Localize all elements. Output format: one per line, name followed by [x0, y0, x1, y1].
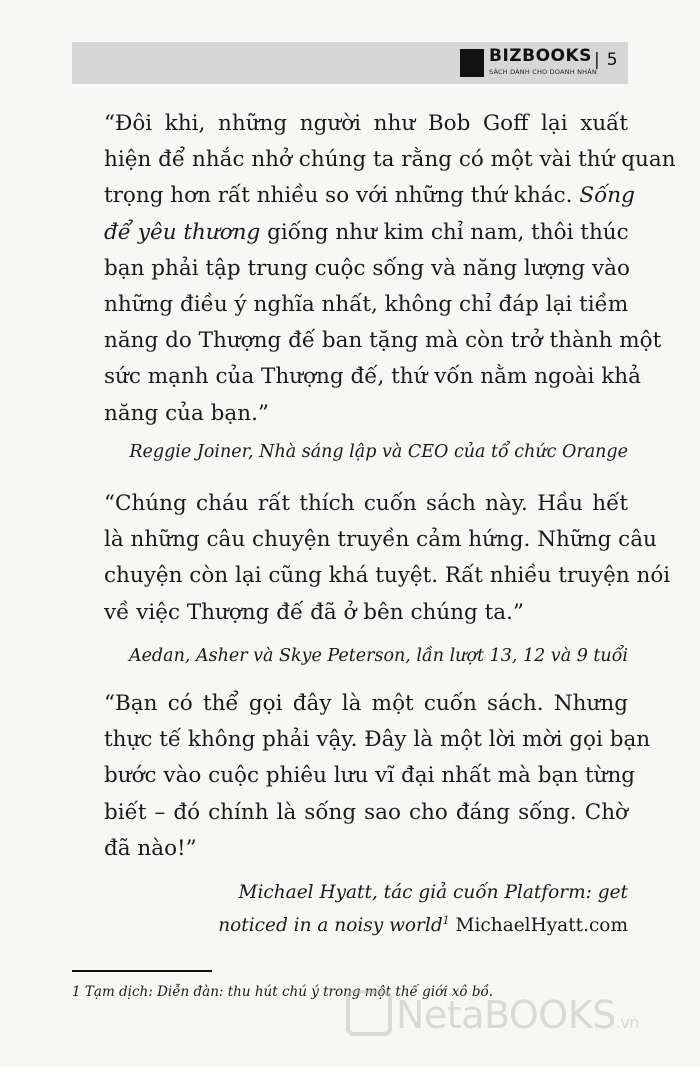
book-title-part-2: để yêu thương [104, 219, 261, 245]
quote-line [104, 215, 628, 251]
attribution-website: MichaelHyatt.com [449, 915, 628, 936]
brand-name: BIZBOOKS [489, 46, 592, 66]
quote-line-text: trọng hơn rất nhiều so với những thứ khác. [104, 183, 573, 209]
attribution-reggie-joiner: Reggie Joiner, Nhà sáng lập và CEO của tổ chức Orange [129, 442, 628, 462]
quote-michael-hyatt [104, 686, 651, 867]
attribution-peterson: Aedan, Asher và Skye Peterson, lần lượt 13, 12 và 9 tuổi [128, 646, 628, 666]
book-title-part-1: Sống [579, 183, 635, 209]
quote-peterson-children [104, 486, 671, 631]
quote-line [104, 178, 635, 214]
footnote-divider [72, 970, 212, 972]
quote-line: bạn phải tập trung cuộc sống và năng lượng vào [104, 255, 630, 281]
brand-tagline: SÁCH DÀNH CHO DOANH NHÂN [489, 68, 597, 76]
watermark-suffix: .vn [615, 1013, 639, 1032]
netabooks-logo-icon [346, 990, 392, 1036]
quote-line: là những câu chuyện truyền cảm hứng. Những câu [104, 527, 657, 553]
quote-line: đã nào!” [104, 835, 197, 861]
attribution-michael-hyatt [218, 876, 628, 942]
quote-line: sức mạnh của Thượng đế, thứ vốn nằm ngoài khả [104, 364, 641, 390]
quote-line: hiện để nhắc nhở chúng ta rằng có một vài thứ quan [104, 147, 676, 173]
page-number [594, 50, 618, 70]
footnote-marker: 1 [72, 984, 81, 1000]
footnote-ref: 1 [442, 913, 450, 927]
netabooks-watermark [346, 990, 639, 1037]
page-number-value: 5 [606, 50, 618, 70]
bizbooks-logo-icon [460, 49, 484, 77]
quote-line: những điều ý nghĩa nhất, không chỉ đáp lại tiềm [104, 292, 629, 318]
quote-line: thực tế không phải vậy. Đây là một lời mời gọi bạn [104, 727, 651, 753]
attribution-line-2-italic: noticed in a noisy world [218, 915, 443, 936]
quote-line: chuyện còn lại cũng khá tuyệt. Rất nhiều truyện nói [104, 563, 671, 589]
page-separator: | [594, 50, 600, 70]
quote-reggie-joiner [104, 106, 676, 432]
quote-line: biết – đó chính là sống sao cho đáng sống. Chờ [104, 799, 628, 825]
attribution-line-1: Michael Hyatt, tác giả cuốn Platform: get [238, 882, 628, 903]
quote-line: “Chúng cháu rất thích cuốn sách này. Hầu hết [104, 491, 628, 516]
footnote-text: Tạm dịch: Diễn đàn: thu hút chú ý trong một thế giới xô bồ. [80, 984, 494, 1000]
quote-line: “Đôi khi, những người như Bob Goff lại xuất [104, 111, 628, 136]
bizbooks-logo [460, 46, 597, 80]
quote-line: “Bạn có thể gọi đây là một cuốn sách. Nhưng [104, 691, 628, 716]
quote-line: bước vào cuộc phiêu lưu vĩ đại nhất mà bạn từng [104, 763, 636, 789]
quote-line: năng do Thượng đế ban tặng mà còn trở thành một [104, 328, 662, 354]
quote-line-text: giống như kim chỉ nam, thôi thúc [260, 219, 629, 245]
watermark-name: NetaBOOKS [396, 993, 616, 1037]
quote-line: về việc Thượng đế đã ở bên chúng ta.” [104, 599, 524, 625]
quote-line: năng của bạn.” [104, 400, 269, 426]
